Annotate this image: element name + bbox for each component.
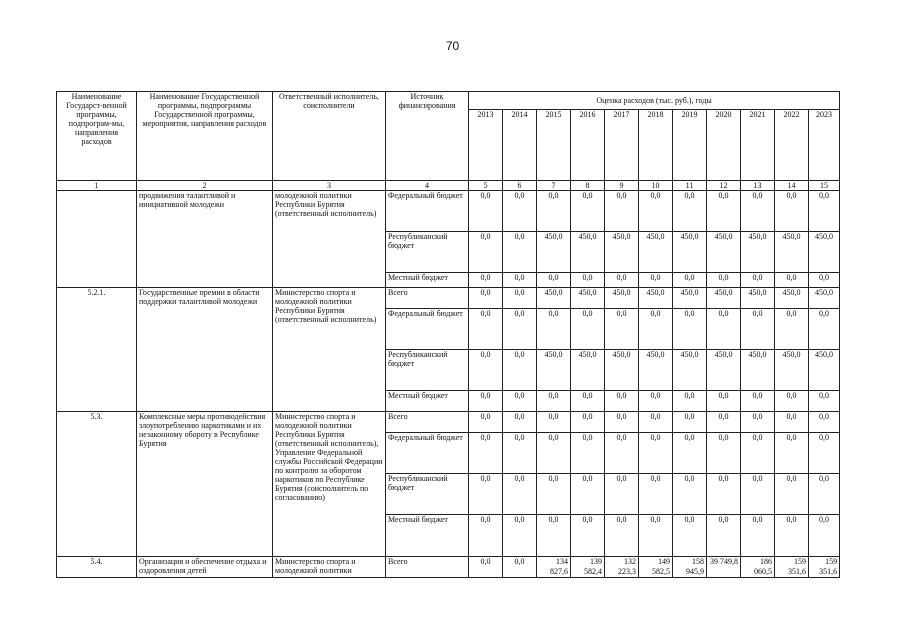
value-cell: 0,0: [809, 391, 840, 412]
value-cell: 0,0: [639, 515, 673, 557]
value-cell: 0,0: [707, 273, 741, 288]
row-code: [57, 191, 137, 288]
value-cell: 0,0: [673, 309, 707, 350]
header-year-2013: 2013: [469, 110, 503, 181]
value-cell: 0,0: [469, 412, 503, 433]
column-number: 13: [741, 181, 775, 191]
value-cell: 450,0: [741, 350, 775, 391]
value-cell: 0,0: [741, 391, 775, 412]
value-cell: 0,0: [571, 433, 605, 474]
value-cell: 0,0: [639, 273, 673, 288]
value-cell: 0,0: [707, 391, 741, 412]
column-number: 6: [503, 181, 537, 191]
funding-source-cell: Местный бюджет: [386, 515, 469, 557]
value-cell: 0,0: [469, 191, 503, 232]
value-cell: 0,0: [605, 273, 639, 288]
funding-source-cell: Федеральный бюджет: [386, 191, 469, 232]
header-year-2018: 2018: [639, 110, 673, 181]
funding-source-cell: Республиканский бюджет: [386, 474, 469, 515]
value-cell: 0,0: [537, 191, 571, 232]
value-cell: 450,0: [639, 350, 673, 391]
value-cell: 158 945,9: [673, 557, 707, 578]
value-cell: 450,0: [537, 350, 571, 391]
value-cell: 0,0: [639, 191, 673, 232]
row-executor: молодежной политики Республики Бурятия (ответственный исполнитель): [273, 191, 386, 288]
header-year-2014: 2014: [503, 110, 537, 181]
value-cell: 450,0: [707, 288, 741, 309]
value-cell: 0,0: [503, 350, 537, 391]
value-cell: 0,0: [537, 309, 571, 350]
value-cell: 0,0: [503, 309, 537, 350]
column-number: 1: [57, 181, 137, 191]
value-cell: 0,0: [537, 433, 571, 474]
value-cell: 0,0: [673, 474, 707, 515]
value-cell: 0,0: [571, 309, 605, 350]
funding-source-cell: Местный бюджет: [386, 273, 469, 288]
value-cell: 0,0: [469, 232, 503, 273]
value-cell: 0,0: [503, 288, 537, 309]
row-measure-name: Комплексные меры противодействия злоупотреблению наркотиками и их незаконному обороту в Республике Бурятия: [137, 412, 273, 557]
value-cell: 450,0: [775, 288, 809, 309]
table-row: [57, 557, 840, 578]
value-cell: 0,0: [741, 515, 775, 557]
value-cell: 0,0: [503, 273, 537, 288]
value-cell: 0,0: [639, 391, 673, 412]
value-cell: 0,0: [503, 557, 537, 578]
value-cell: 0,0: [469, 557, 503, 578]
value-cell: 186 060,5: [741, 557, 775, 578]
header-year-2019: 2019: [673, 110, 707, 181]
value-cell: 450,0: [673, 288, 707, 309]
value-cell: 0,0: [673, 433, 707, 474]
header-year-2021: 2021: [741, 110, 775, 181]
column-number: 5: [469, 181, 503, 191]
row-executor: Министерство спорта и молодежной политики Республики Бурятия (ответственный исполнитель), Управление Федеральной службы Российской Федерации по контролю за оборотом наркотиков по Республике Бурятия (соисполнитель по согласованию): [273, 412, 386, 557]
value-cell: 0,0: [707, 433, 741, 474]
value-cell: 450,0: [537, 232, 571, 273]
value-cell: 0,0: [741, 309, 775, 350]
value-cell: 450,0: [775, 350, 809, 391]
value-cell: 0,0: [537, 515, 571, 557]
value-cell: 0,0: [605, 391, 639, 412]
header-year-2016: 2016: [571, 110, 605, 181]
value-cell: 450,0: [673, 232, 707, 273]
value-cell: 450,0: [639, 232, 673, 273]
value-cell: 0,0: [673, 391, 707, 412]
header-measure-name: Наименование Государственной программы, подпрограммы Государственной программы, мероприятия, направления расходов: [137, 92, 273, 181]
row-code: 5.3.: [57, 412, 137, 557]
value-cell: 0,0: [469, 273, 503, 288]
funding-source-cell: Всего: [386, 288, 469, 309]
value-cell: 0,0: [537, 412, 571, 433]
value-cell: 0,0: [741, 433, 775, 474]
header-estimate: Оценка расходов (тыс. руб.), годы: [469, 92, 840, 110]
value-cell: 450,0: [741, 288, 775, 309]
funding-source-cell: Республиканский бюджет: [386, 232, 469, 273]
value-cell: 450,0: [571, 232, 605, 273]
value-cell: 0,0: [809, 474, 840, 515]
column-number: 4: [386, 181, 469, 191]
value-cell: 450,0: [809, 288, 840, 309]
row-executor: Министерство спорта и молодежной политики Республики Бурятия (ответственный исполнитель): [273, 288, 386, 412]
column-number: 7: [537, 181, 571, 191]
value-cell: 0,0: [673, 515, 707, 557]
header-year-2015: 2015: [537, 110, 571, 181]
value-cell: 0,0: [707, 191, 741, 232]
value-cell: 450,0: [639, 288, 673, 309]
value-cell: 0,0: [571, 474, 605, 515]
value-cell: 450,0: [775, 232, 809, 273]
table-row: [57, 191, 840, 232]
header-year-2017: 2017: [605, 110, 639, 181]
value-cell: 450,0: [707, 232, 741, 273]
value-cell: 149 582,5: [639, 557, 673, 578]
value-cell: 132 223,3: [605, 557, 639, 578]
column-number: 14: [775, 181, 809, 191]
value-cell: 450,0: [809, 232, 840, 273]
row-measure-name: Организация и обеспечение отдыха и оздоровления детей: [137, 557, 273, 578]
value-cell: 0,0: [673, 273, 707, 288]
value-cell: 139 582,4: [571, 557, 605, 578]
value-cell: 0,0: [537, 273, 571, 288]
value-cell: 0,0: [605, 433, 639, 474]
value-cell: 0,0: [537, 474, 571, 515]
value-cell: 39 749,8: [707, 557, 741, 578]
header-program-name: Наименование Государст-венной программы, подпрограм-мы, направления расходов: [57, 92, 137, 181]
value-cell: 0,0: [503, 412, 537, 433]
value-cell: 0,0: [707, 474, 741, 515]
value-cell: 0,0: [639, 433, 673, 474]
value-cell: 0,0: [469, 350, 503, 391]
value-cell: 0,0: [809, 273, 840, 288]
value-cell: 0,0: [571, 515, 605, 557]
funding-source-cell: Всего: [386, 412, 469, 433]
funding-source-cell: Федеральный бюджет: [386, 309, 469, 350]
column-number: 8: [571, 181, 605, 191]
value-cell: 0,0: [809, 515, 840, 557]
value-cell: 0,0: [775, 391, 809, 412]
value-cell: 0,0: [741, 474, 775, 515]
value-cell: 0,0: [503, 391, 537, 412]
row-measure-name: Государственные премии в области поддержки талантливой молодежи: [137, 288, 273, 412]
table-row: [57, 412, 840, 433]
header-funding-source: Источник финансирования: [386, 92, 469, 181]
column-number: 3: [273, 181, 386, 191]
funding-source-cell: Всего: [386, 557, 469, 578]
row-executor: Министерство спорта и молодежной политики: [273, 557, 386, 578]
budget-table: [56, 91, 840, 578]
value-cell: 0,0: [469, 309, 503, 350]
column-number: 2: [137, 181, 273, 191]
value-cell: 0,0: [503, 191, 537, 232]
column-number: 12: [707, 181, 741, 191]
value-cell: 450,0: [571, 350, 605, 391]
column-number-row: [57, 181, 840, 191]
value-cell: 450,0: [605, 288, 639, 309]
value-cell: 0,0: [605, 515, 639, 557]
value-cell: 0,0: [707, 309, 741, 350]
value-cell: 450,0: [571, 288, 605, 309]
value-cell: 0,0: [707, 515, 741, 557]
value-cell: 0,0: [605, 191, 639, 232]
value-cell: 450,0: [741, 232, 775, 273]
value-cell: 450,0: [707, 350, 741, 391]
value-cell: 0,0: [639, 412, 673, 433]
value-cell: 0,0: [605, 474, 639, 515]
value-cell: 0,0: [469, 474, 503, 515]
column-number: 10: [639, 181, 673, 191]
value-cell: 0,0: [639, 474, 673, 515]
value-cell: 0,0: [503, 515, 537, 557]
value-cell: 0,0: [775, 412, 809, 433]
value-cell: 0,0: [775, 474, 809, 515]
value-cell: 0,0: [571, 191, 605, 232]
value-cell: 450,0: [537, 288, 571, 309]
table-body: [57, 191, 840, 578]
value-cell: 450,0: [605, 232, 639, 273]
value-cell: 0,0: [503, 433, 537, 474]
value-cell: 0,0: [707, 412, 741, 433]
value-cell: 0,0: [571, 391, 605, 412]
value-cell: 0,0: [673, 412, 707, 433]
funding-source-cell: Федеральный бюджет: [386, 433, 469, 474]
value-cell: 0,0: [775, 433, 809, 474]
value-cell: 0,0: [469, 391, 503, 412]
funding-source-cell: Местный бюджет: [386, 391, 469, 412]
value-cell: 450,0: [605, 350, 639, 391]
value-cell: 0,0: [639, 309, 673, 350]
value-cell: 159 351,6: [809, 557, 840, 578]
column-number: 15: [809, 181, 840, 191]
header-year-2023: 2023: [809, 110, 840, 181]
value-cell: 0,0: [741, 191, 775, 232]
value-cell: 0,0: [605, 412, 639, 433]
value-cell: 0,0: [809, 191, 840, 232]
value-cell: 0,0: [673, 191, 707, 232]
value-cell: 0,0: [571, 273, 605, 288]
value-cell: 0,0: [741, 273, 775, 288]
table-header: [57, 92, 840, 191]
header-year-2020: 2020: [707, 110, 741, 181]
value-cell: 0,0: [537, 391, 571, 412]
value-cell: 450,0: [673, 350, 707, 391]
value-cell: 134 827,6: [537, 557, 571, 578]
value-cell: 0,0: [503, 474, 537, 515]
value-cell: 0,0: [503, 232, 537, 273]
header-executor: Ответственный исполнитель, соисполнители: [273, 92, 386, 181]
column-number: 9: [605, 181, 639, 191]
value-cell: 0,0: [741, 412, 775, 433]
value-cell: 0,0: [775, 273, 809, 288]
value-cell: 0,0: [469, 515, 503, 557]
value-cell: 0,0: [469, 433, 503, 474]
value-cell: 0,0: [469, 288, 503, 309]
funding-source-cell: Республиканский бюджет: [386, 350, 469, 391]
value-cell: 0,0: [809, 412, 840, 433]
value-cell: 0,0: [775, 515, 809, 557]
value-cell: 0,0: [775, 191, 809, 232]
value-cell: 0,0: [605, 309, 639, 350]
value-cell: 0,0: [809, 309, 840, 350]
value-cell: 159 351,6: [775, 557, 809, 578]
page-number: 70: [445, 39, 460, 53]
table-row: [57, 288, 840, 309]
row-measure-name: продвижения талантливой и инициативной молодежи: [137, 191, 273, 288]
row-code: 5.2.1.: [57, 288, 137, 412]
value-cell: 0,0: [571, 412, 605, 433]
row-code: 5.4.: [57, 557, 137, 578]
header-year-2022: 2022: [775, 110, 809, 181]
value-cell: 450,0: [809, 350, 840, 391]
value-cell: 0,0: [809, 433, 840, 474]
column-number: 11: [673, 181, 707, 191]
value-cell: 0,0: [775, 309, 809, 350]
